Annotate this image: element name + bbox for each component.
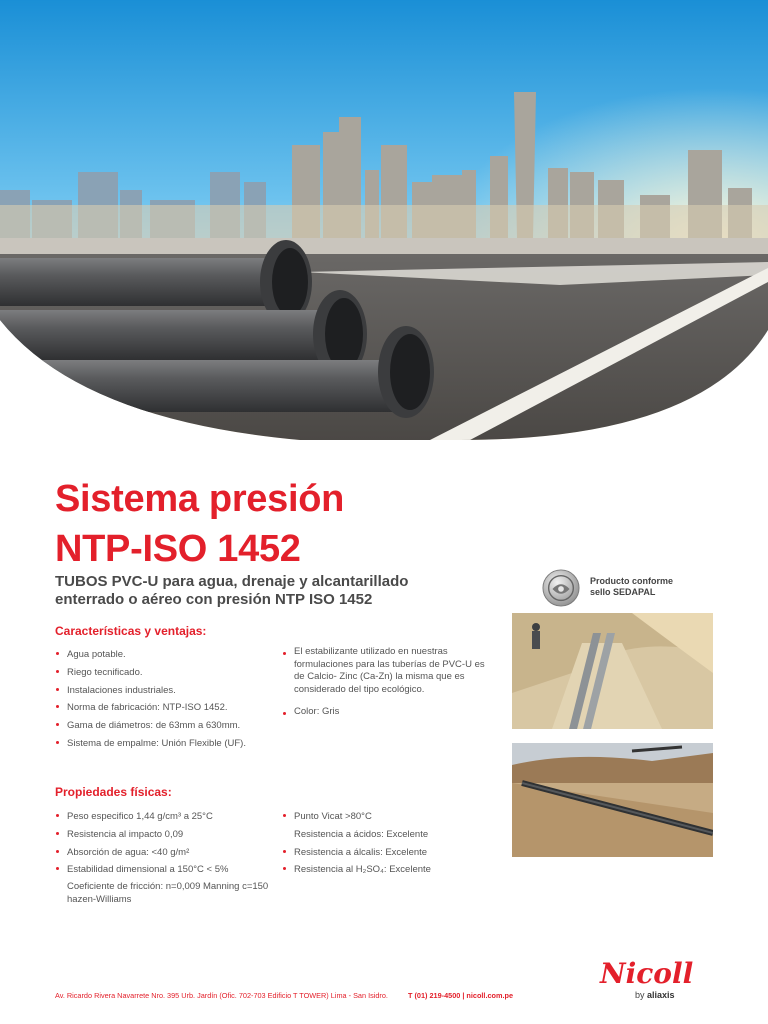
properties-list-left	[55, 808, 280, 906]
seal-line-1: Producto conforme	[590, 576, 674, 586]
logo-wordmark: Nicoll	[600, 957, 694, 990]
subtitle-line-2: enterrado o aéreo con presión NTP ISO 1452	[55, 591, 373, 608]
list-item: Sistema de empalme: Unión Flexible (UF).	[55, 735, 270, 753]
footer-phone-web[interactable]: T (01) 219-4500 | nicoll.com.pe	[407, 991, 514, 1000]
list-item: Peso especifico 1,44 g/cm³ a 25°C	[55, 808, 280, 826]
installation-photo-2	[512, 743, 713, 857]
list-item: Agua potable.	[55, 646, 270, 664]
byline-by: by	[635, 990, 645, 1000]
features-heading: Características y ventajas:	[55, 624, 207, 638]
list-item: Riego tecnificado.	[55, 664, 270, 682]
list-item: Coeficiente de fricción: n=0,009 Manning c=150 hazen-Williams	[67, 881, 269, 905]
installation-photo-1	[512, 613, 713, 729]
page-title	[55, 474, 344, 574]
footer-contact	[55, 991, 513, 1000]
list-item: Resistencia al H₂SO₄: Excelente	[282, 861, 482, 879]
list-item: Instalaciones industriales.	[55, 682, 270, 700]
title-line-1: Sistema presión	[55, 478, 345, 520]
title-line-2: NTP-ISO 1452	[55, 528, 301, 570]
nicoll-logo	[598, 956, 718, 990]
list-item: Resistencia al impacto 0,09	[55, 826, 280, 844]
sedapal-seal-icon	[542, 569, 580, 607]
product-subtitle	[55, 573, 495, 609]
list-item: Punto Vicat >80°C	[282, 808, 482, 826]
subtitle-line-1: TUBOS PVC-U para agua, drenaje y alcantarillado	[55, 573, 409, 590]
list-item: Resistencia a álcalis: Excelente	[282, 844, 482, 862]
list-item: Gama de diámetros: de 63mm a 630mm.	[55, 717, 270, 735]
list-item: El estabilizante utilizado en nuestras formulaciones para las tuberías de PVC-U es de Calcio- Zinc (Ca-Zn) la misma que es considerado del tipo ecológico.	[282, 646, 492, 696]
features-list-right	[282, 646, 492, 719]
list-item: Color: Gris	[282, 706, 492, 719]
aliaxis-byline	[635, 990, 675, 1000]
seal-line-2: sello SEDAPAL	[590, 587, 656, 597]
hero-image	[0, 0, 768, 440]
properties-list-right	[282, 808, 482, 879]
footer-address: Av. Ricardo Rivera Navarrete Nro. 395 Urb. Jardín (Ofic. 702-703 Edificio T TOWER) Lima - San Isidro.	[55, 991, 388, 1000]
properties-heading: Propiedades físicas:	[55, 785, 172, 799]
list-item: Estabilidad dimensional a 150°C < 5%	[55, 861, 280, 879]
byline-group: aliaxis	[647, 990, 675, 1000]
list-item: Absorción de agua: <40 g/m²	[55, 844, 280, 862]
list-item: Norma de fabricación: NTP-ISO 1452.	[55, 699, 270, 717]
seal-label	[590, 576, 673, 598]
list-item: Resistencia a ácidos: Excelente	[294, 828, 429, 840]
features-list-left	[55, 646, 270, 753]
